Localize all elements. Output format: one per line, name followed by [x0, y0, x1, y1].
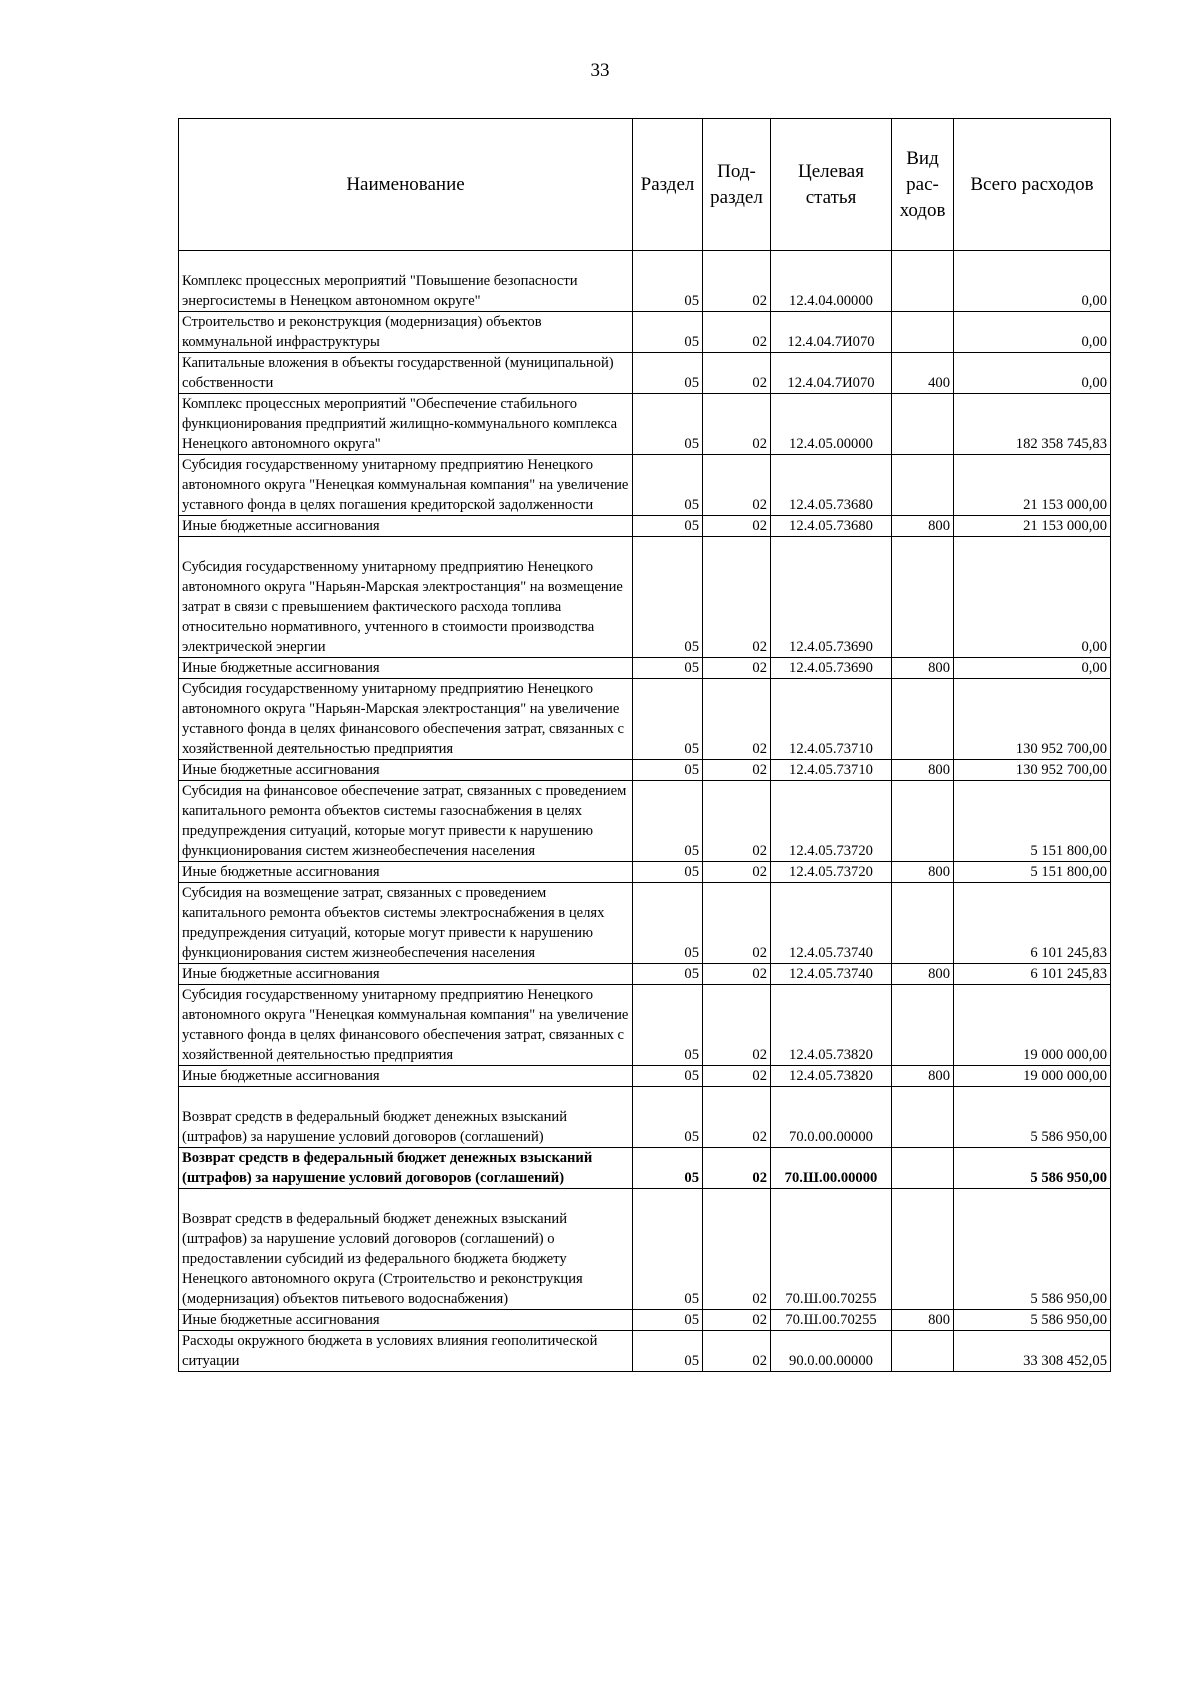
- row-podrazdel-text: 02: [752, 1170, 767, 1186]
- table-row: [179, 658, 1111, 679]
- row-vid: [892, 1066, 954, 1087]
- row-vid: [892, 781, 954, 862]
- row-name: [179, 760, 633, 781]
- row-razdel-text: 05: [684, 639, 699, 655]
- row-statya-text: 12.4.05.73740: [789, 945, 873, 961]
- row-statya: [771, 537, 892, 658]
- row-podrazdel: [703, 516, 771, 537]
- row-name: [179, 862, 633, 883]
- row-podrazdel-text: 02: [752, 1353, 767, 1369]
- row-statya: [771, 679, 892, 760]
- row-statya: [771, 353, 892, 394]
- row-name: [179, 1331, 633, 1372]
- table-row: [179, 679, 1111, 760]
- row-podrazdel-text: 02: [752, 518, 767, 534]
- row-name-text: Капитальные вложения в объекты государственной (муниципальной) собственности: [182, 355, 614, 391]
- row-statya: [771, 455, 892, 516]
- row-statya: [771, 251, 892, 312]
- row-total-text: 19 000 000,00: [1023, 1068, 1107, 1084]
- row-vid-text: 400: [928, 375, 950, 391]
- row-statya: [771, 1148, 892, 1189]
- row-podrazdel: [703, 251, 771, 312]
- row-vid-text: 800: [928, 660, 950, 676]
- row-razdel: [633, 1066, 703, 1087]
- row-statya: [771, 862, 892, 883]
- row-statya: [771, 781, 892, 862]
- row-razdel-text: 05: [684, 1068, 699, 1084]
- row-name-text: Строительство и реконструкция (модернизация) объектов коммунальной инфраструктуры: [182, 314, 542, 350]
- row-total: [954, 883, 1111, 964]
- row-razdel-text: 05: [684, 843, 699, 859]
- row-razdel: [633, 251, 703, 312]
- row-total-text: 0,00: [1081, 293, 1107, 309]
- row-podrazdel-text: 02: [752, 660, 767, 676]
- row-name: [179, 516, 633, 537]
- table-row: [179, 1310, 1111, 1331]
- table-header-row: [179, 119, 1111, 251]
- row-name-text: Возврат средств в федеральный бюджет денежных взысканий (штрафов) за нарушение условий договоров (соглашений) о предоставлении субсидий из федерального бюджета бюджету Ненецкого автономного округа (Строительство и реконструкция (модернизация) объектов питьевого водоснабжения): [182, 1211, 583, 1307]
- row-total-text: 5 586 950,00: [1030, 1129, 1107, 1145]
- row-statya-text: 70.Ш.00.70255: [785, 1312, 877, 1328]
- row-razdel-text: 05: [684, 334, 699, 350]
- row-vid: [892, 394, 954, 455]
- row-vid: [892, 455, 954, 516]
- table-row: [179, 985, 1111, 1066]
- row-razdel: [633, 537, 703, 658]
- row-statya-text: 12.4.05.73690: [789, 660, 873, 676]
- row-vid-text: 800: [928, 864, 950, 880]
- row-total-text: 0,00: [1081, 334, 1107, 350]
- row-name-text: Субсидия на финансовое обеспечение затрат, связанных с проведением капитального ремонта объектов системы газоснабжения в целях предупреждения ситуаций, которые могут привести к нарушению функционирования систем жизнеобеспечения населения: [182, 783, 627, 859]
- row-statya-text: 12.4.05.00000: [789, 436, 873, 452]
- row-statya: [771, 964, 892, 985]
- row-podrazdel: [703, 883, 771, 964]
- row-razdel: [633, 1189, 703, 1310]
- row-razdel: [633, 781, 703, 862]
- table-row: [179, 353, 1111, 394]
- row-name: [179, 251, 633, 312]
- row-statya: [771, 1331, 892, 1372]
- row-statya: [771, 516, 892, 537]
- row-podrazdel: [703, 1310, 771, 1331]
- row-total-text: 6 101 245,83: [1030, 966, 1107, 982]
- row-vid: [892, 985, 954, 1066]
- row-name-text: Расходы окружного бюджета в условиях влияния геополитической ситуации: [182, 1333, 598, 1369]
- row-name-text: Иные бюджетные ассигнования: [182, 1312, 380, 1328]
- row-total: [954, 1310, 1111, 1331]
- row-podrazdel: [703, 760, 771, 781]
- header-statya: Целевая статья: [771, 119, 892, 251]
- row-name-text: Иные бюджетные ассигнования: [182, 762, 380, 778]
- row-statya: [771, 883, 892, 964]
- row-name: [179, 883, 633, 964]
- row-total: [954, 1148, 1111, 1189]
- table-row: [179, 964, 1111, 985]
- row-statya-text: 90.0.00.00000: [789, 1353, 873, 1369]
- row-podrazdel-text: 02: [752, 1047, 767, 1063]
- row-vid: [892, 516, 954, 537]
- row-razdel: [633, 1331, 703, 1372]
- row-razdel: [633, 679, 703, 760]
- row-podrazdel: [703, 964, 771, 985]
- row-statya-text: 12.4.04.7И070: [787, 334, 875, 350]
- row-razdel-text: 05: [684, 966, 699, 982]
- row-statya: [771, 1310, 892, 1331]
- row-statya-text: 12.4.05.73710: [789, 762, 873, 778]
- row-podrazdel: [703, 1189, 771, 1310]
- row-razdel: [633, 1148, 703, 1189]
- row-total: [954, 455, 1111, 516]
- row-total: [954, 781, 1111, 862]
- row-statya-text: 70.Ш.00.00000: [784, 1170, 878, 1186]
- row-statya: [771, 394, 892, 455]
- row-podrazdel-text: 02: [752, 945, 767, 961]
- row-vid: [892, 251, 954, 312]
- row-razdel: [633, 760, 703, 781]
- row-total: [954, 1189, 1111, 1310]
- row-name: [179, 1066, 633, 1087]
- row-name-text: Субсидия на возмещение затрат, связанных с проведением капитального ремонта объектов системы электроснабжения в целях предупреждения ситуаций, которые могут привести к нарушению функционирования систем жизнеобеспечения населения: [182, 885, 605, 961]
- row-name-text: Субсидия государственному унитарному предприятию Ненецкого автономного округа "Нарьян-Марская электростанция" на возмещение затрат в связи с превышением фактического расхода топлива относительно нормативного, учтенного в стоимости производства электрической энергии: [182, 559, 623, 655]
- row-razdel-text: 05: [684, 1291, 699, 1307]
- header-podrazdel: Под- раздел: [703, 119, 771, 251]
- row-total-text: 0,00: [1081, 660, 1107, 676]
- row-spacer: [182, 1189, 629, 1209]
- row-name: [179, 353, 633, 394]
- row-statya-text: 12.4.05.73740: [789, 966, 873, 982]
- row-total-text: 5 586 950,00: [1030, 1170, 1107, 1186]
- row-razdel: [633, 353, 703, 394]
- row-statya-text: 70.0.00.00000: [789, 1129, 873, 1145]
- row-razdel-text: 05: [684, 497, 699, 513]
- row-vid: [892, 1331, 954, 1372]
- table-row: [179, 862, 1111, 883]
- row-statya: [771, 1087, 892, 1148]
- row-total-text: 5 586 950,00: [1030, 1312, 1107, 1328]
- row-name-text: Субсидия государственному унитарному предприятию Ненецкого автономного округа "Ненецкая коммунальная компания" на увеличение уставного фонда в целях погашения кредиторской задолженности: [182, 457, 629, 513]
- row-total: [954, 537, 1111, 658]
- row-razdel-text: 05: [684, 762, 699, 778]
- row-name-text: Иные бюджетные ассигнования: [182, 518, 380, 534]
- row-total-text: 6 101 245,83: [1030, 945, 1107, 961]
- row-podrazdel-text: 02: [752, 762, 767, 778]
- row-vid: [892, 964, 954, 985]
- row-total-text: 0,00: [1081, 639, 1107, 655]
- row-statya: [771, 985, 892, 1066]
- row-podrazdel-text: 02: [752, 436, 767, 452]
- row-podrazdel-text: 02: [752, 497, 767, 513]
- row-total-text: 5 586 950,00: [1030, 1291, 1107, 1307]
- row-total: [954, 985, 1111, 1066]
- row-name-text: Возврат средств в федеральный бюджет денежных взысканий (штрафов) за нарушение условий договоров (соглашений): [182, 1109, 568, 1145]
- row-razdel: [633, 1087, 703, 1148]
- row-vid: [892, 353, 954, 394]
- row-statya: [771, 1189, 892, 1310]
- row-name: [179, 985, 633, 1066]
- row-total: [954, 394, 1111, 455]
- row-name-text: Возврат средств в федеральный бюджет денежных взысканий (штрафов) за нарушение условий договоров (соглашений): [182, 1150, 593, 1186]
- row-statya-text: 12.4.05.73680: [789, 497, 873, 513]
- row-podrazdel-text: 02: [752, 864, 767, 880]
- row-name: [179, 679, 633, 760]
- row-podrazdel-text: 02: [752, 375, 767, 391]
- table-row: [179, 1148, 1111, 1189]
- row-vid-text: 800: [928, 1312, 950, 1328]
- row-podrazdel: [703, 781, 771, 862]
- table-body: [179, 251, 1111, 1372]
- row-total-text: 21 153 000,00: [1023, 497, 1107, 513]
- row-razdel: [633, 862, 703, 883]
- row-total-text: 130 952 700,00: [1015, 741, 1107, 757]
- row-statya-text: 12.4.04.7И070: [787, 375, 875, 391]
- row-razdel-text: 05: [684, 864, 699, 880]
- row-podrazdel: [703, 1087, 771, 1148]
- row-total: [954, 964, 1111, 985]
- row-total: [954, 1331, 1111, 1372]
- row-vid: [892, 862, 954, 883]
- row-total: [954, 1087, 1111, 1148]
- row-razdel: [633, 658, 703, 679]
- row-podrazdel: [703, 1066, 771, 1087]
- row-podrazdel-text: 02: [752, 1291, 767, 1307]
- row-podrazdel-text: 02: [752, 741, 767, 757]
- row-podrazdel-text: 02: [752, 293, 767, 309]
- header-total: Всего расходов: [954, 119, 1111, 251]
- row-total-text: 130 952 700,00: [1015, 762, 1107, 778]
- row-total-text: 21 153 000,00: [1023, 518, 1107, 534]
- row-statya: [771, 760, 892, 781]
- row-podrazdel: [703, 394, 771, 455]
- row-razdel: [633, 964, 703, 985]
- table-row: [179, 781, 1111, 862]
- table-row: [179, 251, 1111, 312]
- row-statya-text: 12.4.05.73820: [789, 1047, 873, 1063]
- row-razdel-text: 05: [684, 518, 699, 534]
- table-row: [179, 537, 1111, 658]
- row-razdel-text: 05: [684, 1353, 699, 1369]
- row-podrazdel: [703, 679, 771, 760]
- row-vid: [892, 883, 954, 964]
- row-name: [179, 394, 633, 455]
- row-statya: [771, 1066, 892, 1087]
- row-total: [954, 251, 1111, 312]
- row-statya: [771, 312, 892, 353]
- row-name: [179, 1310, 633, 1331]
- table-row: [179, 883, 1111, 964]
- row-statya-text: 12.4.05.73720: [789, 843, 873, 859]
- row-statya-text: 12.4.04.00000: [789, 293, 873, 309]
- row-razdel-text: 05: [684, 741, 699, 757]
- row-name: [179, 1148, 633, 1189]
- row-name-text: Субсидия государственному унитарному предприятию Ненецкого автономного округа "Нарьян-Марская электростанция" на увеличение уставного фонда в целях финансового обеспечения затрат, связанных с хозяйственной деятельностью предприятия: [182, 681, 624, 757]
- row-name: [179, 964, 633, 985]
- row-razdel: [633, 985, 703, 1066]
- table-row: [179, 1189, 1111, 1310]
- row-vid: [892, 1189, 954, 1310]
- row-total: [954, 1066, 1111, 1087]
- page-number: 33: [590, 60, 610, 81]
- row-podrazdel-text: 02: [752, 1068, 767, 1084]
- table-row: [179, 1331, 1111, 1372]
- row-name: [179, 312, 633, 353]
- row-razdel-text: 05: [684, 375, 699, 391]
- row-statya-text: 12.4.05.73720: [789, 864, 873, 880]
- row-vid: [892, 537, 954, 658]
- row-statya: [771, 658, 892, 679]
- row-name: [179, 781, 633, 862]
- row-name: [179, 455, 633, 516]
- row-podrazdel: [703, 312, 771, 353]
- row-vid: [892, 1148, 954, 1189]
- row-vid: [892, 1087, 954, 1148]
- row-razdel-text: 05: [684, 1047, 699, 1063]
- row-total-text: 5 151 800,00: [1030, 843, 1107, 859]
- row-podrazdel-text: 02: [752, 1312, 767, 1328]
- row-total: [954, 760, 1111, 781]
- row-spacer: [182, 537, 629, 557]
- row-razdel-text: 05: [684, 945, 699, 961]
- row-total: [954, 353, 1111, 394]
- row-razdel: [633, 312, 703, 353]
- row-statya-text: 12.4.05.73690: [789, 639, 873, 655]
- row-total-text: 5 151 800,00: [1030, 864, 1107, 880]
- row-vid: [892, 679, 954, 760]
- row-statya-text: 12.4.05.73820: [789, 1068, 873, 1084]
- row-total-text: 182 358 745,83: [1015, 436, 1107, 452]
- table-row: [179, 760, 1111, 781]
- row-razdel-text: 05: [684, 293, 699, 309]
- row-statya-text: 70.Ш.00.70255: [785, 1291, 877, 1307]
- table-row: [179, 1087, 1111, 1148]
- row-razdel-text: 05: [684, 1170, 699, 1186]
- row-podrazdel-text: 02: [752, 1129, 767, 1145]
- budget-table: [178, 118, 1111, 1372]
- row-name-text: Иные бюджетные ассигнования: [182, 660, 380, 676]
- row-razdel-text: 05: [684, 660, 699, 676]
- header-name: Наименование: [179, 119, 633, 251]
- row-vid-text: 800: [928, 762, 950, 778]
- row-podrazdel-text: 02: [752, 334, 767, 350]
- row-podrazdel: [703, 658, 771, 679]
- row-total: [954, 679, 1111, 760]
- table-row: [179, 1066, 1111, 1087]
- row-name-text: Иные бюджетные ассигнования: [182, 864, 380, 880]
- row-vid: [892, 312, 954, 353]
- row-total-text: 19 000 000,00: [1023, 1047, 1107, 1063]
- row-podrazdel-text: 02: [752, 639, 767, 655]
- row-statya-text: 12.4.05.73680: [789, 518, 873, 534]
- row-podrazdel: [703, 1148, 771, 1189]
- row-total: [954, 516, 1111, 537]
- row-vid: [892, 1310, 954, 1331]
- header-vid: Вид рас- ходов: [892, 119, 954, 251]
- row-razdel-text: 05: [684, 436, 699, 452]
- row-vid: [892, 658, 954, 679]
- row-podrazdel: [703, 353, 771, 394]
- row-name-text: Субсидия государственному унитарному предприятию Ненецкого автономного округа "Ненецкая коммунальная компания" на увеличение уставного фонда в целях финансового обеспечения затрат, связанных с хозяйственной деятельностью предприятия: [182, 987, 629, 1063]
- row-vid-text: 800: [928, 966, 950, 982]
- row-razdel: [633, 516, 703, 537]
- row-vid: [892, 760, 954, 781]
- row-razdel: [633, 455, 703, 516]
- row-name-text: Иные бюджетные ассигнования: [182, 1068, 380, 1084]
- table-row: [179, 394, 1111, 455]
- row-podrazdel: [703, 1331, 771, 1372]
- row-total-text: 0,00: [1081, 375, 1107, 391]
- row-name: [179, 1189, 633, 1310]
- row-total: [954, 862, 1111, 883]
- row-name: [179, 537, 633, 658]
- row-name-text: Комплекс процессных мероприятий "Повышение безопасности энергосистемы в Ненецком автономном округе": [182, 273, 578, 309]
- row-spacer: [182, 1087, 629, 1107]
- row-name: [179, 658, 633, 679]
- row-razdel: [633, 394, 703, 455]
- row-name-text: Иные бюджетные ассигнования: [182, 966, 380, 982]
- row-name-text: Комплекс процессных мероприятий "Обеспечение стабильного функционирования предприятий жилищно-коммунального комплекса Ненецкого автономного округа": [182, 396, 618, 452]
- table-row: [179, 312, 1111, 353]
- row-vid-text: 800: [928, 1068, 950, 1084]
- row-podrazdel: [703, 985, 771, 1066]
- row-podrazdel-text: 02: [752, 843, 767, 859]
- row-total: [954, 658, 1111, 679]
- row-total: [954, 312, 1111, 353]
- row-razdel: [633, 883, 703, 964]
- header-razdel: Раздел: [633, 119, 703, 251]
- row-podrazdel: [703, 455, 771, 516]
- row-podrazdel-text: 02: [752, 966, 767, 982]
- table-row: [179, 516, 1111, 537]
- row-name: [179, 1087, 633, 1148]
- row-razdel-text: 05: [684, 1129, 699, 1145]
- row-razdel: [633, 1310, 703, 1331]
- row-total-text: 33 308 452,05: [1023, 1353, 1107, 1369]
- row-vid-text: 800: [928, 518, 950, 534]
- row-podrazdel: [703, 862, 771, 883]
- table-row: [179, 455, 1111, 516]
- row-podrazdel: [703, 537, 771, 658]
- row-spacer: [182, 251, 629, 271]
- row-razdel-text: 05: [684, 1312, 699, 1328]
- row-statya-text: 12.4.05.73710: [789, 741, 873, 757]
